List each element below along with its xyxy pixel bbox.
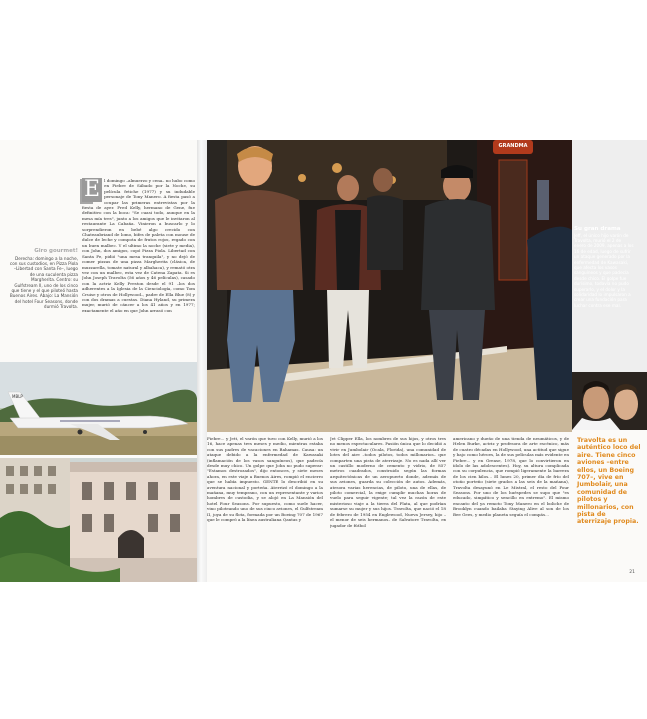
body-column-2-text: Jet Clipper Ella, los nombres de sus hijos, y otros tres no menos espectaculares. Pasión única que lo decidió a vivir en Jumbolair (Ocala, Florida), una comunidad de lotes del aire –todos pilotos, todos millonarios– que comparten una pista de aterrizaje. No es nada allí ver un castillo moderno de cemento y vidrio, de 857 metros cuadrados, construido según las formas arquitectónicas de un aeropuerto donde, además de sus aviones, guarda su colección de autos. Además, atesora varias herencias, de piloto, una de ellas, de piloto comercial, la exige cumplir muchas horas de vuelo para seguir vigente; tal vez la razón de este misterioso viaje a la tierra del Plata, al que podrían sumarse su mujer y sus hijos. Travolta, que nació el 18 de febrero de 1954 en Englewood, Nueva Jersey, hijo –el menor de seis hermanos– de Salvatore Travolta, ex jugador de fútbol xyxy=(330,436,446,528)
gourmet-caption-head: Giro gourmet! xyxy=(34,248,78,254)
jet-photo xyxy=(0,362,197,455)
jet-tail-registration: MBLP xyxy=(12,394,23,399)
page-number: 21 xyxy=(629,570,635,575)
body-column-2 xyxy=(330,436,446,582)
pull-quote: Travolta es un auténtico loco del aire. Tiene cinco aviones –entre ellos, un Boeing 707–, vive en Jumbolair, una comunidad de pilotos y millonarios, con pista de aterrizaje propia. xyxy=(577,437,641,526)
gourmet-caption xyxy=(8,248,78,310)
body-column-3 xyxy=(453,436,569,582)
pizzeria-group-photo xyxy=(207,140,572,432)
side-caption-text: Jeff, el único hijo varón de Travolta, murió el 2 de enero de 2009, apenas a los 16 de edad, luego de sufrir un ataque generado por la enfermedad de Kawasaki, que afecta los vasos sanguíneos y que padecía desde chico. El golpe fue durísimo, todavía no pudo superarlo, y el dolor y la solidaridad lo impulsaron a crear una fundación para luchar contra ese mal. xyxy=(574,232,634,308)
father-son-photo xyxy=(572,372,647,430)
storefront-sign: GRANDMA xyxy=(498,143,528,149)
drop-cap: E xyxy=(84,178,101,202)
side-caption-head: Su gran drama xyxy=(574,226,621,232)
intro-column xyxy=(82,178,195,393)
magazine-spread xyxy=(0,140,647,582)
body-column-1-text: Fiebre... y Jett, el varón que tuvo con Kelly, murió a los 16, hace apenas tres meses y medio, mientras estaba con sus padres de vacaciones en Bahamas. Causa: un ataque debido a la enfermedad de Kawasaki (inflamación de los vasos sanguíneos), que padecía desde muy chico. Un golpe que John no pudo superar: "Estamos destrozados", dijo entonces, y siete meses ahora, en este viaje a Buenos Aires, rompió el encierro que se había impuesto. GENTE lo describió en su aventura nacional y porteña. Aterrizó el domingo a la mañana, muy temprano, con un representante y varios hombres de custodia, y se alojó en La Mansión del hotel Four Seasons. Por supuesto, como suele hacer, vino piloteando uno de sus cinco aviones, el Gulfstream II, joya de su flota, formada por un Boeing 707 de 1967 que le compró a la línea australiana Qantas y xyxy=(207,436,323,523)
gourmet-caption-text: Derecha: domingo a la noche, con sus custodios, en Pizza Piola –Libertad con Santa Fe–, luego de una suculenta pizza Margherita. Centro: su Gulfstream II, uno de los cinco que tiene y el que piloteó hasta Buenos Aires. Abajo: La Mansión del hotel Four Seasons, donde durmió Travolta. xyxy=(9,255,78,310)
body-column-3-text: americano y dueño de una tienda de neumáticos, y de Helen Burke, actriz y profesora de arte escénico, más de cuatro décadas en Hollywood, una actitud que sigue y bajo como héroes, la de sus películas más evidente en Fiebre... y en Grease, 1978, que lo convirtieron en ídolo de las adolescentes). Hoy, su altura complicada con su corpulencia, que rompió ligeramente la barrera de los cien kilos... El lunes 20, primer día de frío del otoño porteño (siete grados a las seis de la mañana), Travolta desayunó en Le Mistral, el resto del Four Seasons. Por uno de los huéspedes se supo que "es educado, simpático y sencillo en extremo". El mismo encanto del ya remoto Tony Manero en el boliche de Brooklyn cuando bailaba Staying Alive al son de los Bee Gees, y medio planeta seguía el compás... xyxy=(453,436,569,517)
page-gutter xyxy=(197,140,207,582)
body-column-1 xyxy=(207,436,323,582)
mansion-photo xyxy=(0,458,197,582)
side-caption xyxy=(574,226,634,308)
intro-text: l domingo –almuerzo y cena– no hubo como en Fiebre de Sábado por la Noche, su película fetiche (1977) y su indudable personaje de Tony Manero. A fiesta pasó a ocupar las primeras entrevistas por la fiesta de ayer. Fred Kelly, hermano de Gene, fue definitivo con la boca: "Se cuasi todo, aunque en la mesa mía tres", junto a los amigos que le invitaron al restaurante La Cabaña. Vinieron a buscarlo y lo sorprendieron en bebé algo crecido con Chateaubriand de lomo, bifes de paleta con mouse de dulce de leche y compota de frutos rojos, regado con un buen malbec. Y el ultimo la noche (siete y media), con John, dos amigos, copó Pizza Piola. Libertad con Santa Fe, pidió "una mesa tranquila", y no dejó de comer pizzas de una pizza Margherita (clásica, de muzzarella, tomate natural y albahaca), y remató otra vez con un malbec, esta vez de Catena Zapata. Si es John Joseph Travolta (56 años y 46 películas), casado con la actriz Kelly Preston desde el 91 –los dos adherentes a la Iglesia de la Cienciología, como Tom Cruise y otros de Hollywood–, padre de Ella Blue (8) y con dos dramas a cuestas. Diana Hyland, su primera mujer, murió de cáncer a los 41 años y en 1977; exactamente el año en que John arrasó con xyxy=(82,178,195,313)
